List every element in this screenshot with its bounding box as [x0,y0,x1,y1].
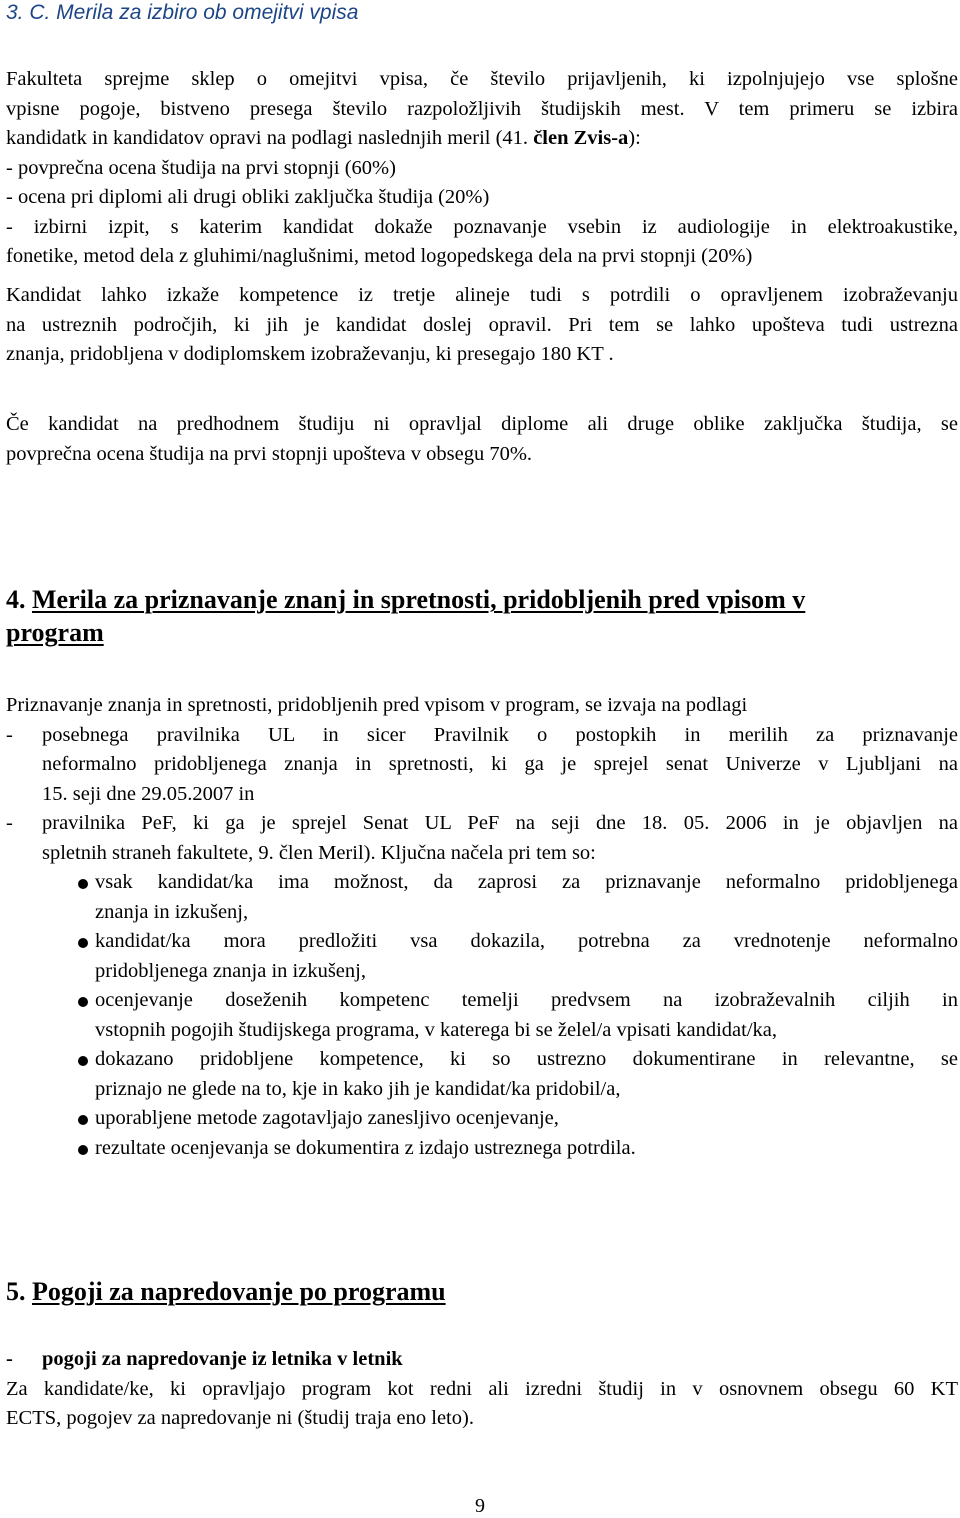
intro-line-2-text: vpisne pogoje, bistveno presega število razpoložljivih študijskih mest. V tem primeru se izbira [6,97,958,120]
section-4-title-line-1: Merila za priznavanje znanj in spretnosti, pridobljenih pred vpisom v [32,585,806,614]
bullet-icon [78,938,88,948]
section-4-title-line-2: program [6,618,104,647]
dash-marker: - [6,723,13,746]
list-item-line: kandidat/ka mora predložiti vsa dokazila, potrebna za vrednotenje neformalno [95,930,958,952]
criteria-item-1: - povprečna ocena študija na prvi stopnji (60%) [6,156,396,179]
list-item-line: uporabljene metode zagotavljajo zanesljivo ocenjevanje, [95,1107,559,1129]
section-4-body [6,691,958,1163]
list-item-line: vstopnih pogojih študijskega programa, v katerega bi se želel/a vpisati kandidat/ka, [95,1018,778,1041]
list-item-line: priznajo ne glede na to, kje in kako jih je kandidat/ka pridobil/a, [95,1077,621,1100]
section-5-heading [6,1275,958,1308]
dash-item-2-line-1: pravilnika PeF, ki ga je sprejel Senat UL PeF na seji dne 18. 05. 2006 in je objavljen na [42,812,958,834]
section-3-paragraph-2 [6,281,958,370]
bullet-icon [78,879,88,889]
intro-line-2 [6,95,958,125]
section-5-subheading [6,1345,958,1375]
list-item-line: dokazano pridobljene kompetence, ki so ustrezno dokumentirane in relevantne, se [95,1048,958,1070]
intro-line-3-text: kandidatk in kandidatov opravi na podlagi naslednjih meril (41. [6,127,529,149]
section-4-intro: Priznavanje znanja in spretnosti, pridobljenih pred vpisom v program, se izvaja na podlagi [6,694,748,716]
dash-item-1-line-3: 15. seji dne 29.05.2007 in [42,782,255,805]
list-item [78,927,958,986]
dash-item-2 [6,809,958,868]
dash-item-1-line-1: posebnega pravilnika UL in sicer Pravilnik o postopkih in merilih za priznavanje [42,723,958,746]
article-ref: člen Zvis-a [533,127,629,149]
list-item-line: vsak kandidat/ka ima možnost, da zaprosi za priznavanje neformalno pridobljenega [95,871,958,893]
criteria-item-2: - ocena pri diplomi ali drugi obliki zaključka študija (20%) [6,186,490,208]
para2-line-2: na ustreznih področjih, ki jih je kandidat doslej opravil. Pri tem se lahko upošteva tudi ustrezna [6,313,958,336]
list-item-line: pridobljenega znanja in izkušenj, [95,959,366,982]
list-item-line: ocenjevanje doseženih kompetenc temelji predvsem na izobraževalnih ciljih in [95,989,958,1011]
section-5-number: 5. [6,1277,26,1306]
dash-item-1 [6,721,958,810]
bullet-icon [78,1145,88,1155]
list-item [78,1134,958,1164]
principles-list [78,868,958,1163]
section-5-title: Pogoji za napredovanje po programu [32,1277,446,1306]
dash-item-2-line-2: spletnih straneh fakultete, 9. člen Meril). Ključna načela pri tem so: [42,841,596,864]
bullet-icon [78,997,88,1007]
list-item [78,1104,958,1134]
section-5-body [6,1345,958,1434]
bullet-icon [78,1115,88,1125]
list-item [78,986,958,1045]
criteria-item-3-line-1: - izbirni izpit, s katerim kandidat dokaže poznavanje vsebin iz audiologije in elektroakustike, [6,215,958,238]
section-3-intro [6,65,958,272]
list-item [78,868,958,927]
criteria-item-3-line-2: fonetike, metod dela z gluhimi/naglušnimi, metod logopedskega dela na prvi stopnji (20%) [6,245,753,267]
bullet-icon [78,1056,88,1066]
intro-line-1: Fakulteta sprejme sklep o omejitvi vpisa, če število prijavljenih, ki izpolnjujejo vse splošne [6,68,958,90]
list-item-line: znanja in izkušenj, [95,900,249,923]
section-4-heading [6,583,958,649]
dash-marker: - [6,1348,13,1370]
section-4-number: 4. [6,585,26,614]
dash-marker: - [6,812,13,834]
section-3-heading: 3. C. Merila za izbiro ob omejitvi vpisa [6,1,359,24]
list-item-line: rezultate ocenjevanja se dokumentira z izdajo ustreznega potrdila. [95,1136,636,1159]
section-5-line-2: ECTS, pogojev za napredovanje ni (študij traja eno leto). [6,1407,474,1429]
section-5-subheading-text: pogoji za napredovanje iz letnika v letnik [42,1348,403,1370]
list-item [78,1045,958,1104]
page-number: 9 [475,1495,485,1517]
section-3-paragraph-3 [6,410,958,469]
intro-line-3-end: ): [628,127,641,149]
para3-line-1: Če kandidat na predhodnem študiju ni opravljal diplome ali druge oblike zaključka študija, se [6,413,958,435]
dash-item-1-line-2: neformalno pridobljenega znanja in spretnosti, ki ga je sprejel senat Univerze v Ljubljani na [42,753,958,775]
intro-line-3 [6,124,958,154]
section-5-line-1: Za kandidate/ke, ki opravljajo program kot redni ali izredni študij in v osnovnem obsegu 60 KT [6,1377,958,1400]
para2-line-3: znanja, pridobljena v dodiplomskem izobraževanju, ki presegajo 180 KT . [6,343,614,365]
para3-line-2: povprečna ocena študija na prvi stopnji upošteva v obsegu 70%. [6,442,533,465]
para2-line-1: Kandidat lahko izkaže kompetence iz tretje alineje tudi s potrdili o opravljenem izobraževanju [6,284,958,306]
